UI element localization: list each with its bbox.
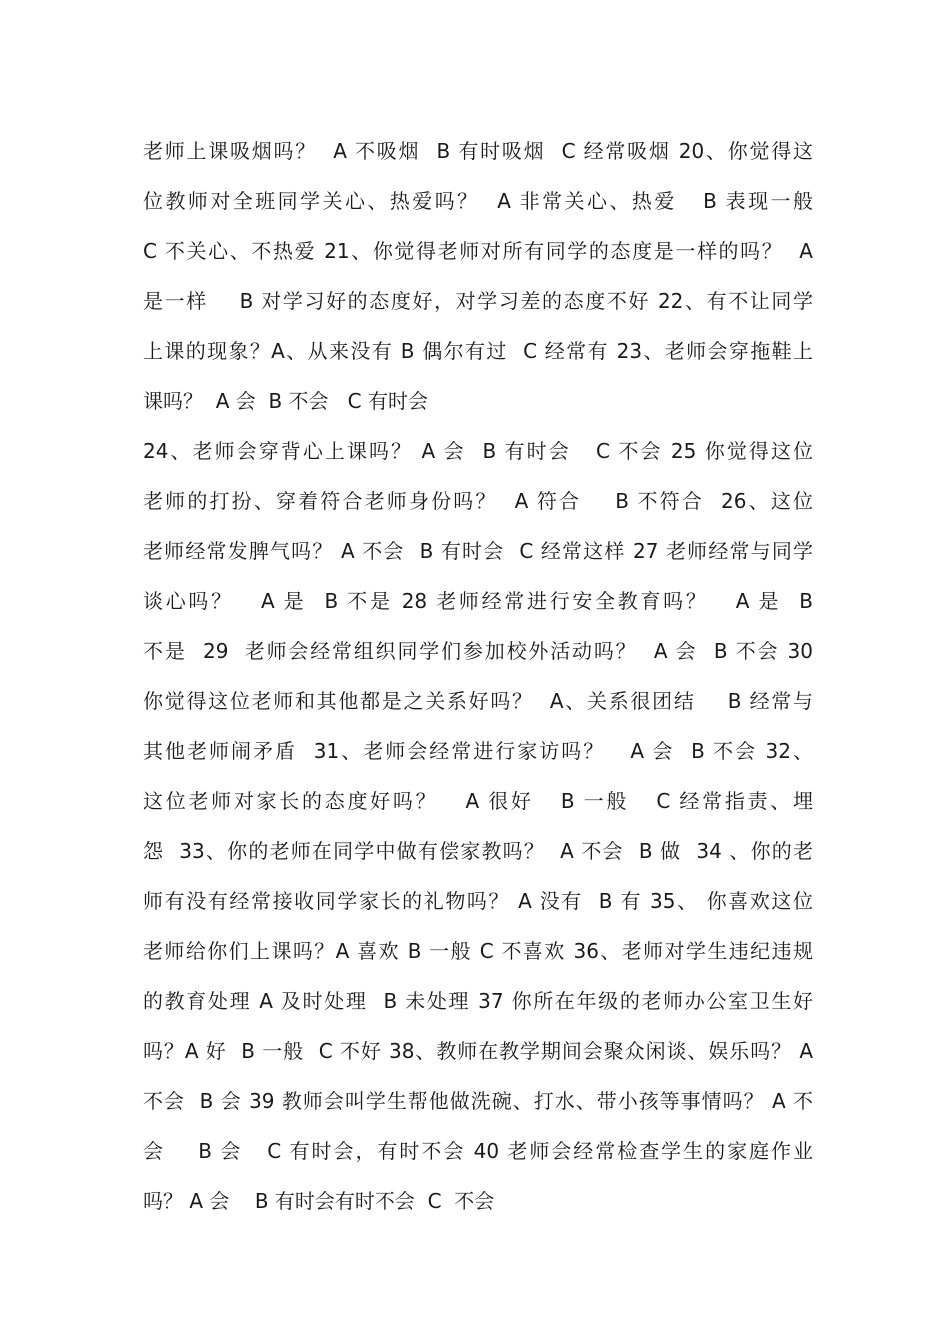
text-line-8: 老师的打扮、穿着符合老师身份吗？ A 符合 B 不符合 26、这位 [143, 489, 813, 513]
text-line-6: 课吗？ A 会 B 不会 C 有时会 [143, 389, 428, 413]
text-line-7: 24、老师会穿背心上课吗？ A 会 B 有时会 C 不会 25 你觉得这位 [143, 439, 813, 463]
text-line-11: 不是 29 老师会经常组织同学们参加校外活动吗？ A 会 B 不会 30 [143, 639, 813, 663]
text-line-2: 位教师对全班同学关心、热爱吗？ A 非常关心、热爱 B 表现一般 [143, 189, 813, 213]
text-line-17: 老师给你们上课吗？A 喜欢 B 一般 C 不喜欢 36、老师对学生违纪违规 [143, 939, 813, 963]
text-line-18: 的教育处理 A 及时处理 B 未处理 37 你所在年级的老师办公室卫生好 [143, 989, 813, 1013]
text-line-5: 上课的现象？A、从来没有 B 偶尔有过 C 经常有 23、老师会穿拖鞋上 [143, 339, 813, 363]
text-line-4: 是一样 B 对学习好的态度好，对学习差的态度不好 22、有不让同学 [143, 289, 813, 313]
text-line-10: 谈心吗？ A 是 B 不是 28 老师经常进行安全教育吗？ A 是 B [143, 589, 813, 613]
text-line-9: 老师经常发脾气吗？ A 不会 B 有时会 C 经常这样 27 老师经常与同学 [143, 539, 813, 563]
text-line-16: 师有没有经常接收同学家长的礼物吗？ A 没有 B 有 35、 你喜欢这位 [143, 889, 813, 913]
text-line-21: 会 B 会 C 有时会，有时不会 40 老师会经常检查学生的家庭作业 [143, 1139, 813, 1163]
text-line-19: 吗？A 好 B 一般 C 不好 38、教师在教学期间会聚众闲谈、娱乐吗？ A [143, 1039, 813, 1063]
text-line-15: 怨 33、你的老师在同学中做有偿家教吗？ A 不会 B 做 34 、你的老 [143, 839, 813, 863]
text-line-14: 这位老师对家长的态度好吗？ A 很好 B 一般 C 经常指责、埋 [143, 789, 813, 813]
text-line-13: 其他老师闹矛盾 31、老师会经常进行家访吗？ A 会 B 不会 32、 [143, 739, 813, 763]
text-line-12: 你觉得这位老师和其他都是之关系好吗？ A、关系很团结 B 经常与 [143, 689, 813, 713]
text-line-20: 不会 B 会 39 教师会叫学生帮他做洗碗、打水、带小孩等事情吗？ A 不 [143, 1089, 813, 1113]
text-line-22: 吗？ A 会 B 有时会有时不会 C 不会 [143, 1189, 495, 1213]
text-line-3: C 不关心、不热爱 21、你觉得老师对所有同学的态度是一样的吗？ A [143, 239, 813, 263]
survey-text-block [143, 126, 813, 1226]
text-line-1: 老师上课吸烟吗？ A 不吸烟 B 有时吸烟 C 经常吸烟 20、你觉得这 [143, 139, 813, 163]
